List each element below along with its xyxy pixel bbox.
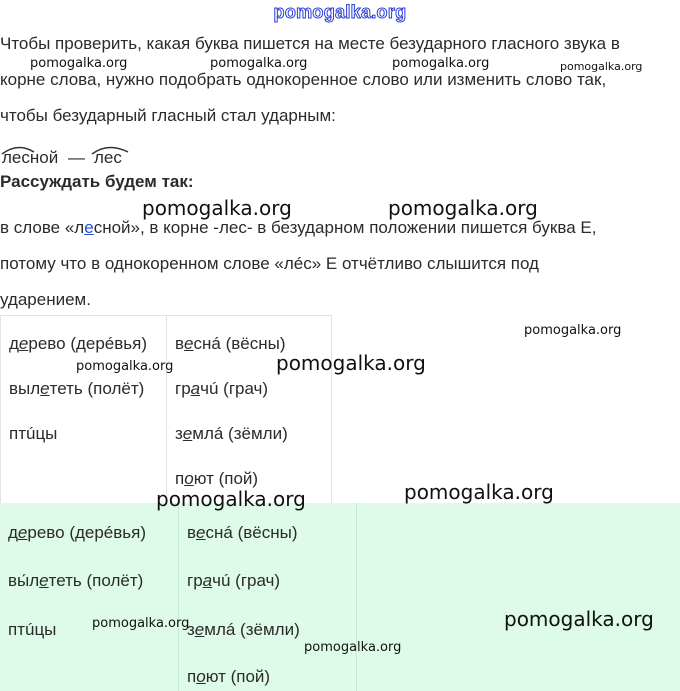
watermark: pomogalka.org — [210, 56, 308, 71]
reasoning-line-2: потому что в однокоренном слове «лéс» Е отчётливо слышится под — [0, 254, 539, 273]
reasoning-line-1: в слове «лесной», в корне -лес- в безударном положении пишется буква Е, — [0, 218, 597, 237]
table1-left-word-2: вылететь (полёт) — [9, 379, 145, 398]
site-logo: pomogalka.org — [273, 2, 407, 22]
watermark: pomogalka.org — [142, 196, 292, 220]
watermark: pomogalka.org — [504, 607, 654, 631]
example-word-2: лес — [94, 148, 122, 164]
intro-line-1: Чтобы проверить, какая буква пишется на месте безударного гласного звука в — [0, 34, 620, 53]
table1-right-word-4: поют (пой) — [175, 469, 259, 488]
watermark: pomogalka.org — [92, 616, 190, 631]
table2-right-word-3: землá (зёмли) — [187, 620, 300, 639]
intro-line-3: чтобы безударный гласный стал ударным: — [0, 106, 336, 125]
table1-left-word-3: птúцы — [9, 424, 58, 443]
table2-right-word-4: поют (пой) — [187, 667, 271, 686]
watermark: pomogalka.org — [524, 323, 622, 338]
intro-line-2: корне слова, нужно подобрать однокоренное слово или изменить слово так, — [0, 70, 607, 89]
example-table-1 — [0, 315, 332, 505]
table-divider — [356, 503, 357, 691]
table2-left-word-1: дерево (дерéвья) — [8, 523, 147, 542]
example-word-pair — [0, 140, 200, 164]
watermark: pomogalka.org — [276, 351, 426, 375]
example-dash: — — [68, 148, 85, 164]
watermark: pomogalka.org — [560, 60, 643, 73]
reasoning-heading: Рассуждать будем так: — [0, 172, 194, 191]
table-divider — [178, 503, 179, 691]
table2-right-word-1: веснá (вёсны) — [187, 523, 298, 542]
table2-left-word-3: птúцы — [8, 620, 57, 639]
table2-left-word-2: вы́лететь (полёт) — [8, 571, 144, 590]
table-divider — [166, 316, 167, 506]
stressed-vowel: е — [84, 218, 94, 237]
table1-right-word-3: землá (зёмли) — [175, 424, 288, 443]
table2-right-word-2: грачú (грач) — [187, 571, 281, 590]
example-word-1: лесной — [2, 148, 59, 164]
watermark: pomogalka.org — [404, 480, 554, 504]
watermark: pomogalka.org — [388, 196, 538, 220]
example-table-2 — [0, 503, 680, 691]
watermark: pomogalka.org — [304, 640, 402, 655]
watermark: pomogalka.org — [156, 487, 306, 511]
watermark: pomogalka.org — [76, 359, 174, 374]
table1-right-word-1: веснá (вёсны) — [175, 334, 286, 353]
table1-right-word-2: грачú (грач) — [175, 379, 269, 398]
table1-left-word-1: дерево (дерéвья) — [9, 334, 148, 353]
watermark: pomogalka.org — [30, 56, 128, 71]
reasoning-line-3: ударением. — [0, 290, 91, 309]
watermark: pomogalka.org — [392, 56, 490, 71]
